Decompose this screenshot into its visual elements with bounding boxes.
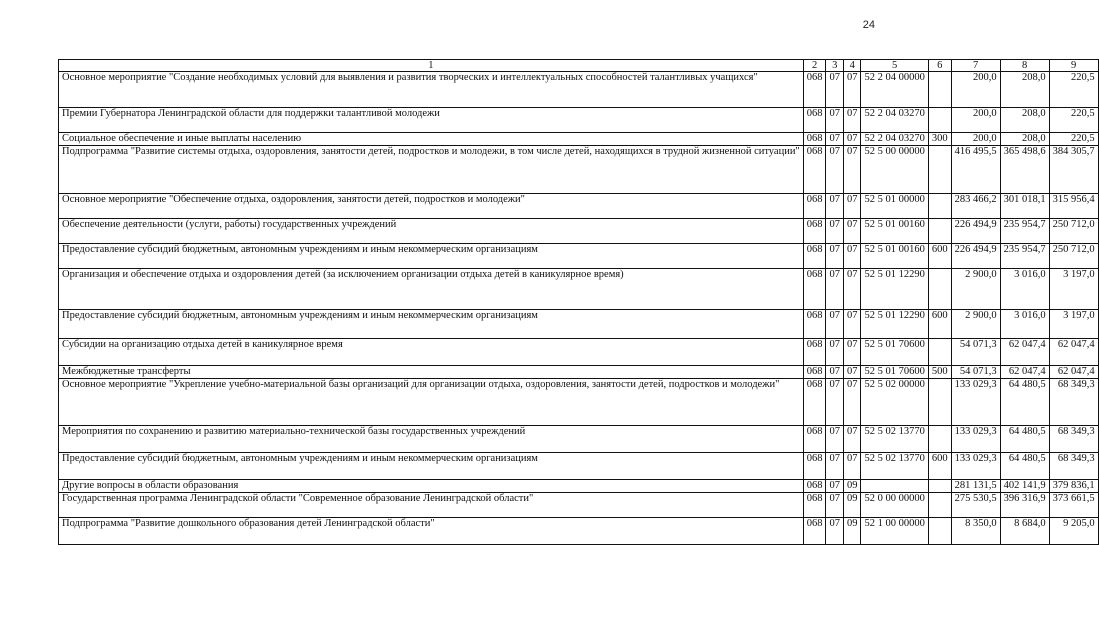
amount-year3-cell: 9 205,0 — [1049, 518, 1098, 545]
amount-year2-cell: 402 141,9 — [1000, 480, 1049, 493]
amount-year3-cell: 220,5 — [1049, 72, 1098, 108]
amount-year1-cell: 2 900,0 — [951, 310, 1000, 339]
target-article-cell: 52 5 02 13770 — [861, 453, 928, 480]
amount-year2-cell: 235 954,7 — [1000, 244, 1049, 269]
section-cell: 07 — [826, 339, 844, 366]
amount-year3-cell: 250 712,0 — [1049, 219, 1098, 244]
section-cell: 07 — [826, 72, 844, 108]
subsection-cell: 07 — [843, 244, 861, 269]
target-article-cell: 52 5 02 00000 — [861, 379, 928, 426]
subsection-cell: 09 — [843, 493, 861, 518]
amount-year1-cell: 133 029,3 — [951, 426, 1000, 453]
column-header: 1 — [59, 60, 804, 72]
row-name-cell: Межбюджетные трансферты — [59, 366, 804, 379]
table-row — [59, 379, 1099, 426]
row-name-cell: Другие вопросы в области образования — [59, 480, 804, 493]
amount-year3-cell: 315 956,4 — [1049, 194, 1098, 219]
section-cell: 07 — [826, 269, 844, 310]
subsection-cell: 07 — [843, 133, 861, 146]
amount-year2-cell: 208,0 — [1000, 72, 1049, 108]
table-row — [59, 339, 1099, 366]
row-name-cell: Социальное обеспечение и иные выплаты населению — [59, 133, 804, 146]
amount-year3-cell: 68 349,3 — [1049, 379, 1098, 426]
amount-year2-cell: 62 047,4 — [1000, 366, 1049, 379]
table-row — [59, 146, 1099, 194]
target-article-cell: 52 2 04 00000 — [861, 72, 928, 108]
admin-code-cell: 068 — [803, 219, 826, 244]
section-cell: 07 — [826, 310, 844, 339]
amount-year3-cell: 373 661,5 — [1049, 493, 1098, 518]
amount-year1-cell: 416 495,5 — [951, 146, 1000, 194]
amount-year2-cell: 62 047,4 — [1000, 339, 1049, 366]
admin-code-cell: 068 — [803, 518, 826, 545]
amount-year3-cell: 62 047,4 — [1049, 366, 1098, 379]
admin-code-cell: 068 — [803, 72, 826, 108]
table-row — [59, 108, 1099, 133]
target-article-cell: 52 5 01 00160 — [861, 244, 928, 269]
amount-year1-cell: 226 494,9 — [951, 244, 1000, 269]
column-header: 8 — [1000, 60, 1049, 72]
section-cell: 07 — [826, 379, 844, 426]
subsection-cell: 07 — [843, 310, 861, 339]
amount-year2-cell: 208,0 — [1000, 133, 1049, 146]
row-name-cell: Основное мероприятие "Укрепление учебно-материальной базы организаций для организации отдыха, оздоровления, занятости детей, подростков и молодежи" — [59, 379, 804, 426]
column-header: 3 — [826, 60, 844, 72]
target-article-cell: 52 5 01 12290 — [861, 269, 928, 310]
column-header: 4 — [843, 60, 861, 72]
table-row — [59, 133, 1099, 146]
amount-year1-cell: 2 900,0 — [951, 269, 1000, 310]
expense-type-cell: 500 — [928, 366, 951, 379]
amount-year1-cell: 200,0 — [951, 108, 1000, 133]
row-name-cell: Субсидии на организацию отдыха детей в каникулярное время — [59, 339, 804, 366]
amount-year1-cell: 133 029,3 — [951, 453, 1000, 480]
expense-type-cell — [928, 219, 951, 244]
target-article-cell: 52 0 00 00000 — [861, 493, 928, 518]
amount-year3-cell: 220,5 — [1049, 108, 1098, 133]
amount-year2-cell: 208,0 — [1000, 108, 1049, 133]
expense-type-cell — [928, 379, 951, 426]
row-name-cell: Мероприятия по сохранению и развитию материально-технической базы государственных учреждений — [59, 426, 804, 453]
section-cell: 07 — [826, 518, 844, 545]
amount-year3-cell: 250 712,0 — [1049, 244, 1098, 269]
section-cell: 07 — [826, 108, 844, 133]
admin-code-cell: 068 — [803, 480, 826, 493]
amount-year1-cell: 54 071,3 — [951, 339, 1000, 366]
row-name-cell: Премии Губернатора Ленинградской области для поддержки талантливой молодежи — [59, 108, 804, 133]
table-row — [59, 244, 1099, 269]
table-row — [59, 310, 1099, 339]
table-row — [59, 366, 1099, 379]
row-name-cell: Предоставление субсидий бюджетным, автономным учреждениям и иным некоммерческим организациям — [59, 244, 804, 269]
amount-year3-cell: 384 305,7 — [1049, 146, 1098, 194]
row-name-cell: Основное мероприятие "Создание необходимых условий для выявления и развития творческих и интеллектуальных способностей талантливых учащихся" — [59, 72, 804, 108]
subsection-cell: 07 — [843, 269, 861, 310]
column-header: 9 — [1049, 60, 1098, 72]
row-name-cell: Основное мероприятие "Обеспечение отдыха, оздоровления, занятости детей, подростков и молодежи" — [59, 194, 804, 219]
section-cell: 07 — [826, 133, 844, 146]
section-cell: 07 — [826, 426, 844, 453]
row-name-cell: Организация и обеспечение отдыха и оздоровления детей (за исключением организации отдыха детей в каникулярное время) — [59, 269, 804, 310]
column-header: 2 — [803, 60, 826, 72]
header-row — [59, 60, 1099, 72]
amount-year3-cell: 220,5 — [1049, 133, 1098, 146]
amount-year2-cell: 64 480,5 — [1000, 426, 1049, 453]
section-cell: 07 — [826, 194, 844, 219]
column-header: 6 — [928, 60, 951, 72]
amount-year1-cell: 133 029,3 — [951, 379, 1000, 426]
admin-code-cell: 068 — [803, 269, 826, 310]
row-name-cell: Предоставление субсидий бюджетным, автономным учреждениям и иным некоммерческим организациям — [59, 310, 804, 339]
expense-type-cell — [928, 269, 951, 310]
amount-year1-cell: 8 350,0 — [951, 518, 1000, 545]
amount-year2-cell: 3 016,0 — [1000, 269, 1049, 310]
subsection-cell: 07 — [843, 219, 861, 244]
table-row — [59, 426, 1099, 453]
table-row — [59, 269, 1099, 310]
amount-year2-cell: 301 018,1 — [1000, 194, 1049, 219]
subsection-cell: 07 — [843, 146, 861, 194]
section-cell: 07 — [826, 453, 844, 480]
admin-code-cell: 068 — [803, 133, 826, 146]
expense-type-cell — [928, 194, 951, 219]
table-row — [59, 194, 1099, 219]
target-article-cell: 52 5 01 70600 — [861, 366, 928, 379]
column-header: 5 — [861, 60, 928, 72]
subsection-cell: 07 — [843, 379, 861, 426]
row-name-cell: Предоставление субсидий бюджетным, автономным учреждениям и иным некоммерческим организациям — [59, 453, 804, 480]
section-cell: 07 — [826, 480, 844, 493]
admin-code-cell: 068 — [803, 493, 826, 518]
row-name-cell: Подпрограмма "Развитие системы отдыха, оздоровления, занятости детей, подростков и молодежи, в том числе детей, находящихся в трудной жизненной ситуации" — [59, 146, 804, 194]
table-row — [59, 493, 1099, 518]
target-article-cell: 52 2 04 03270 — [861, 108, 928, 133]
admin-code-cell: 068 — [803, 244, 826, 269]
target-article-cell: 52 5 01 12290 — [861, 310, 928, 339]
expense-type-cell — [928, 339, 951, 366]
target-article-cell: 52 1 00 00000 — [861, 518, 928, 545]
subsection-cell: 07 — [843, 366, 861, 379]
expense-type-cell: 600 — [928, 310, 951, 339]
amount-year1-cell: 226 494,9 — [951, 219, 1000, 244]
section-cell: 07 — [826, 366, 844, 379]
amount-year1-cell: 281 131,5 — [951, 480, 1000, 493]
column-header: 7 — [951, 60, 1000, 72]
subsection-cell: 07 — [843, 194, 861, 219]
section-cell: 07 — [826, 244, 844, 269]
target-article-cell: 52 5 00 00000 — [861, 146, 928, 194]
expense-type-cell — [928, 426, 951, 453]
expense-type-cell — [928, 146, 951, 194]
amount-year2-cell: 8 684,0 — [1000, 518, 1049, 545]
table-row — [59, 219, 1099, 244]
expense-type-cell: 600 — [928, 244, 951, 269]
admin-code-cell: 068 — [803, 108, 826, 133]
target-article-cell — [861, 480, 928, 493]
admin-code-cell: 068 — [803, 339, 826, 366]
admin-code-cell: 068 — [803, 366, 826, 379]
amount-year3-cell: 62 047,4 — [1049, 339, 1098, 366]
amount-year1-cell: 200,0 — [951, 72, 1000, 108]
expense-type-cell — [928, 493, 951, 518]
target-article-cell: 52 5 01 00160 — [861, 219, 928, 244]
table-row — [59, 72, 1099, 108]
amount-year2-cell: 396 316,9 — [1000, 493, 1049, 518]
expense-type-cell — [928, 108, 951, 133]
amount-year3-cell: 379 836,1 — [1049, 480, 1098, 493]
amount-year3-cell: 68 349,3 — [1049, 453, 1098, 480]
table-row — [59, 518, 1099, 545]
amount-year1-cell: 275 530,5 — [951, 493, 1000, 518]
subsection-cell: 07 — [843, 339, 861, 366]
row-name-cell: Обеспечение деятельности (услуги, работы) государственных учреждений — [59, 219, 804, 244]
amount-year3-cell: 3 197,0 — [1049, 310, 1098, 339]
amount-year2-cell: 235 954,7 — [1000, 219, 1049, 244]
admin-code-cell: 068 — [803, 194, 826, 219]
admin-code-cell: 068 — [803, 379, 826, 426]
budget-table — [58, 59, 1099, 545]
target-article-cell: 52 5 02 13770 — [861, 426, 928, 453]
table-body — [59, 72, 1099, 545]
expense-type-cell: 600 — [928, 453, 951, 480]
expense-type-cell — [928, 480, 951, 493]
subsection-cell: 09 — [843, 480, 861, 493]
admin-code-cell: 068 — [803, 453, 826, 480]
page-number: 24 — [862, 19, 875, 31]
admin-code-cell: 068 — [803, 146, 826, 194]
subsection-cell: 09 — [843, 518, 861, 545]
expense-type-cell: 300 — [928, 133, 951, 146]
amount-year2-cell: 3 016,0 — [1000, 310, 1049, 339]
target-article-cell: 52 5 01 70600 — [861, 339, 928, 366]
section-cell: 07 — [826, 146, 844, 194]
subsection-cell: 07 — [843, 72, 861, 108]
amount-year1-cell: 200,0 — [951, 133, 1000, 146]
amount-year2-cell: 64 480,5 — [1000, 379, 1049, 426]
section-cell: 07 — [826, 493, 844, 518]
table-row — [59, 480, 1099, 493]
amount-year1-cell: 54 071,3 — [951, 366, 1000, 379]
row-name-cell: Подпрограмма "Развитие дошкольного образования детей Ленинградской области" — [59, 518, 804, 545]
admin-code-cell: 068 — [803, 310, 826, 339]
amount-year3-cell: 68 349,3 — [1049, 426, 1098, 453]
target-article-cell: 52 5 01 00000 — [861, 194, 928, 219]
expense-type-cell — [928, 518, 951, 545]
subsection-cell: 07 — [843, 453, 861, 480]
table-header — [59, 60, 1099, 72]
amount-year2-cell: 365 498,6 — [1000, 146, 1049, 194]
subsection-cell: 07 — [843, 426, 861, 453]
admin-code-cell: 068 — [803, 426, 826, 453]
amount-year2-cell: 64 480,5 — [1000, 453, 1049, 480]
amount-year3-cell: 3 197,0 — [1049, 269, 1098, 310]
section-cell: 07 — [826, 219, 844, 244]
target-article-cell: 52 2 04 03270 — [861, 133, 928, 146]
subsection-cell: 07 — [843, 108, 861, 133]
expense-type-cell — [928, 72, 951, 108]
table-row — [59, 453, 1099, 480]
row-name-cell: Государственная программа Ленинградской области "Современное образование Ленинградской области" — [59, 493, 804, 518]
amount-year1-cell: 283 466,2 — [951, 194, 1000, 219]
